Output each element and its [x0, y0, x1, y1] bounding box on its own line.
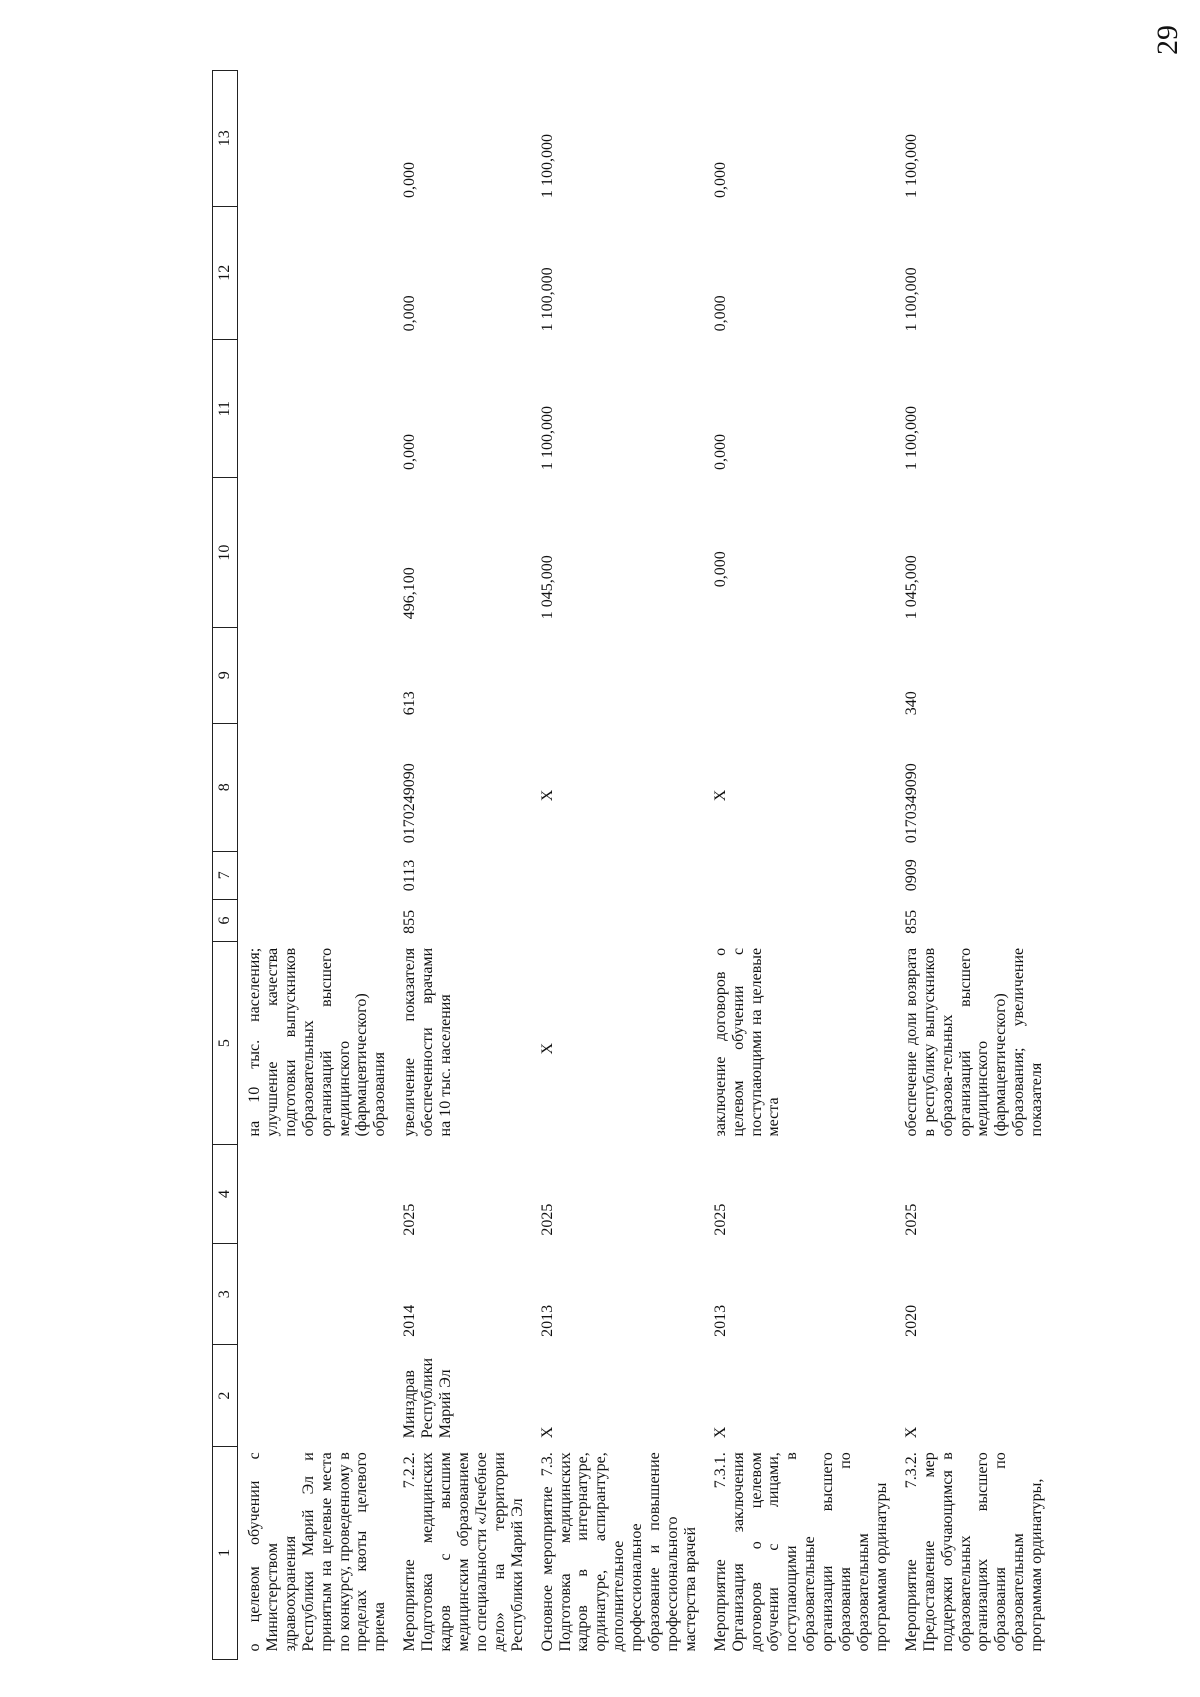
start-year-cell: 2013	[711, 1304, 729, 1337]
column-header: 4	[213, 1144, 238, 1243]
section-code-cell: 0909	[902, 859, 920, 892]
amount-cell	[238, 478, 394, 627]
column-header: 6	[213, 899, 238, 942]
expected-result-cell: Х	[538, 1042, 556, 1055]
executor-cell: Х	[711, 1426, 729, 1439]
column-header: 12	[213, 206, 238, 339]
executor-cell: Минздрав Республики Марий Эл	[401, 1357, 455, 1439]
amount-cell: 1 100,000	[538, 267, 556, 332]
amount-cell: 1 100,000	[902, 405, 920, 470]
executor-cell	[238, 1345, 394, 1446]
grbs-code-cell: 855	[401, 909, 419, 934]
amount-cell: 1 100,000	[538, 405, 556, 470]
activity-name-cell: Мероприятие 7.2.2. Подготовка медицинских кадров с высшим медицинским образованием по специальности «Лечебное дело» на территории Республики Марий Эл	[401, 1452, 526, 1652]
amount-cell: 1 100,000	[538, 134, 556, 199]
amount-cell: 0,000	[711, 162, 729, 199]
amount-cell: 0,000	[711, 433, 729, 470]
start-year-cell	[238, 1244, 394, 1345]
start-year-cell: 2020	[902, 1304, 920, 1337]
table-row	[393, 71, 530, 1660]
start-year-cell: 2014	[401, 1304, 419, 1337]
amount-cell: 0,000	[401, 433, 419, 470]
expense-type-cell	[531, 627, 704, 723]
executor-cell: Х	[538, 1426, 556, 1439]
expense-type-cell	[704, 627, 895, 723]
section-code-cell	[238, 851, 394, 899]
executor-cell: Х	[902, 1426, 920, 1439]
expected-result-cell: заключение договоров о целевом обучении с поступающими на целевые места	[711, 947, 783, 1137]
end-year-cell: 2025	[401, 1203, 419, 1236]
column-header: 1	[213, 1446, 238, 1659]
grbs-code-cell	[238, 899, 394, 942]
activity-name-cell: о целевом обучении с Министерством здравоохранения Республики Марий Эл и принятым на целевые места по конкурсу, проведенному в пределах квоты целевого приема	[246, 1452, 389, 1652]
expected-result-cell: обеспечение доли возврата в республику выпускников образова-тельных организаций высшего медицинского (фармацевтического) образования; увеличение показателя	[902, 947, 1046, 1137]
target-article-cell: Х	[711, 789, 729, 802]
column-header: 10	[213, 478, 238, 627]
end-year-cell: 2025	[538, 1203, 556, 1236]
column-header: 8	[213, 723, 238, 851]
amount-cell	[238, 71, 394, 207]
table-row	[704, 71, 895, 1660]
expected-result-cell: увеличение показателя обеспеченности врачами на 10 тыс. населения	[401, 947, 455, 1137]
column-header: 5	[213, 942, 238, 1145]
amount-cell: 496,100	[401, 567, 419, 620]
expense-type-cell: 340	[902, 691, 920, 716]
target-article-cell: 0170349090	[902, 763, 920, 844]
target-article-cell: Х	[538, 789, 556, 802]
expected-result-cell: на 10 тыс. населения; улучшение качества подготовки выпускников образовательных организаций высшего медицинского (фармацевтического) образования	[246, 947, 389, 1137]
end-year-cell: 2025	[902, 1203, 920, 1236]
target-article-cell: 0170249090	[401, 763, 419, 844]
amount-cell	[238, 206, 394, 339]
grbs-code-cell	[531, 899, 704, 942]
amount-cell: 0,000	[401, 295, 419, 332]
amount-cell: 1 100,000	[902, 267, 920, 332]
target-article-cell	[238, 723, 394, 851]
column-number-row	[213, 71, 238, 1660]
amount-cell: 1 045,000	[538, 555, 556, 620]
table-row	[238, 71, 394, 1660]
amount-cell: 0,000	[711, 551, 729, 588]
activity-name-cell: Мероприятие 7.3.2. Предоставление мер поддержки обучающимся в образовательных организациях высшего образования по образовательным программам ординатуры,	[902, 1452, 1046, 1652]
expense-type-cell: 613	[401, 691, 419, 716]
section-code-cell	[531, 851, 704, 899]
section-code-cell: 0113	[401, 859, 419, 892]
program-activities-table-wrapper	[212, 70, 1046, 1660]
amount-cell: 1 100,000	[902, 134, 920, 199]
table-row	[895, 71, 1077, 1660]
column-header: 11	[213, 339, 238, 478]
column-header: 13	[213, 71, 238, 207]
activity-name-cell: Основное мероприятие 7.3. Подготовка медицинских кадров в интернатуре, ординатуре, аспирантуре, дополнительное профессиональное образование и повышение профессионального мастерства врачей	[538, 1452, 699, 1652]
page-number: 29	[1151, 25, 1184, 55]
start-year-cell: 2013	[538, 1304, 556, 1337]
end-year-cell: 2025	[711, 1203, 729, 1236]
amount-cell	[238, 339, 394, 478]
activity-name-cell: Мероприятие 7.3.1. Организация заключения договоров о целевом обучении с лицами, поступающими в образовательные организации высшего образования по образовательным программам ординатуры	[711, 1452, 890, 1652]
expense-type-cell	[238, 627, 394, 723]
amount-cell: 1 045,000	[902, 555, 920, 620]
table-row	[531, 71, 704, 1660]
end-year-cell	[238, 1144, 394, 1243]
program-activities-table	[212, 70, 1077, 1660]
column-header: 3	[213, 1244, 238, 1345]
amount-cell: 0,000	[711, 295, 729, 332]
section-code-cell	[704, 851, 895, 899]
column-header: 7	[213, 851, 238, 899]
amount-cell: 0,000	[401, 162, 419, 199]
column-header: 2	[213, 1345, 238, 1446]
column-header: 9	[213, 627, 238, 723]
grbs-code-cell	[704, 899, 895, 942]
grbs-code-cell: 855	[902, 909, 920, 934]
